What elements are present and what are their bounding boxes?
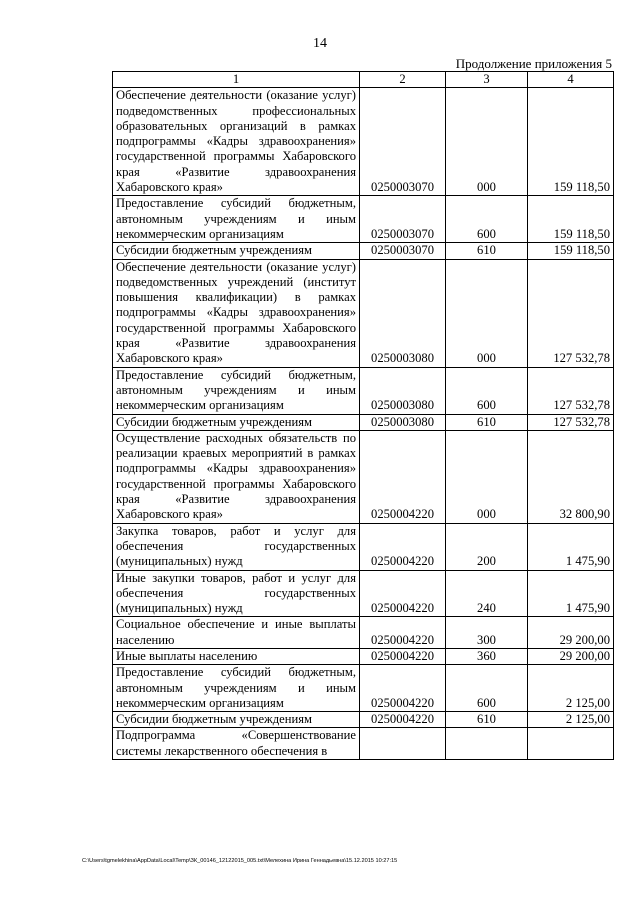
column-header-name: 1 <box>113 72 360 88</box>
row-code: 0250003070 <box>360 196 446 243</box>
row-type: 360 <box>446 648 528 664</box>
row-name: Обеспечение деятельности (оказание услуг) подведомственных профессиональных образовательных организаций в рамках подпрограммы «Кадры здравоохранения» государственной программы Хабаровского края «Развитие здравоохранения Хабаровского края» <box>113 88 360 196</box>
row-code: 0250004220 <box>360 617 446 649</box>
column-header-amount: 4 <box>528 72 614 88</box>
row-amount: 2 125,00 <box>528 665 614 712</box>
row-type: 240 <box>446 570 528 617</box>
row-type: 600 <box>446 196 528 243</box>
row-name: Субсидии бюджетным учреждениям <box>113 414 360 430</box>
row-amount: 127 532,78 <box>528 414 614 430</box>
row-type: 300 <box>446 617 528 649</box>
row-amount: 1 475,90 <box>528 523 614 570</box>
row-code: 0250004220 <box>360 712 446 728</box>
row-name: Осуществление расходных обязательств по реализации краевых мероприятий в рамках подпрограммы «Кадры здравоохранения» государственной программы Хабаровского края «Развитие здравоохранения Хабаровского края» <box>113 430 360 523</box>
row-amount: 32 800,90 <box>528 430 614 523</box>
row-code: 0250003070 <box>360 243 446 259</box>
row-name: Субсидии бюджетным учреждениям <box>113 712 360 728</box>
row-amount: 159 118,50 <box>528 243 614 259</box>
row-type <box>446 728 528 760</box>
row-type: 200 <box>446 523 528 570</box>
row-amount: 2 125,00 <box>528 712 614 728</box>
table-row <box>113 665 614 712</box>
table-row <box>113 712 614 728</box>
table-row <box>113 523 614 570</box>
budget-table <box>112 71 614 760</box>
row-code: 0250003080 <box>360 259 446 367</box>
table-row <box>113 243 614 259</box>
table-row <box>113 367 614 414</box>
row-code: 0250004220 <box>360 430 446 523</box>
row-code: 0250004220 <box>360 665 446 712</box>
row-type: 610 <box>446 243 528 259</box>
row-name: Предоставление субсидий бюджетным, автономным учреждениям и иным некоммерческим организациям <box>113 665 360 712</box>
table-row <box>113 88 614 196</box>
row-code: 0250003080 <box>360 367 446 414</box>
row-type: 600 <box>446 367 528 414</box>
row-name: Обеспечение деятельности (оказание услуг) подведомственных учреждений (институт повышения квалификации) в рамках подпрограммы «Кадры здравоохранения» государственной программы Хабаровского края «Развитие здравоохранения Хабаровского края» <box>113 259 360 367</box>
row-name: Подпрограмма «Совершенствование системы лекарственного обеспечения в <box>113 728 360 760</box>
appendix-continuation-label: Продолжение приложения 5 <box>455 56 612 71</box>
row-name: Предоставление субсидий бюджетным, автономным учреждениям и иным некоммерческим организациям <box>113 196 360 243</box>
row-type: 000 <box>446 430 528 523</box>
row-code: 0250004220 <box>360 648 446 664</box>
document-footer-path: C:\Users\tgmelekhina\AppData\Local\Temp\ЗК_00146_12122015_005.txt\Мелехина Ирина Геннадьевна\15.12.2015 10:27:15 <box>82 858 398 864</box>
row-amount: 1 475,90 <box>528 570 614 617</box>
row-amount: 159 118,50 <box>528 88 614 196</box>
row-amount: 29 200,00 <box>528 648 614 664</box>
table-row <box>113 430 614 523</box>
row-amount: 127 532,78 <box>528 259 614 367</box>
row-type: 000 <box>446 88 528 196</box>
row-amount: 127 532,78 <box>528 367 614 414</box>
row-name: Социальное обеспечение и иные выплаты населению <box>113 617 360 649</box>
table-header-row <box>113 72 614 88</box>
row-amount: 29 200,00 <box>528 617 614 649</box>
row-code: 0250004220 <box>360 523 446 570</box>
row-type: 000 <box>446 259 528 367</box>
row-amount: 159 118,50 <box>528 196 614 243</box>
row-code: 0250003080 <box>360 414 446 430</box>
row-code <box>360 728 446 760</box>
table-row <box>113 617 614 649</box>
row-code: 0250003070 <box>360 88 446 196</box>
row-code: 0250004220 <box>360 570 446 617</box>
row-type: 600 <box>446 665 528 712</box>
row-name: Закупка товаров, работ и услуг для обеспечения государственных (муниципальных) нужд <box>113 523 360 570</box>
row-name: Субсидии бюджетным учреждениям <box>113 243 360 259</box>
row-name: Предоставление субсидий бюджетным, автономным учреждениям и иным некоммерческим организациям <box>113 367 360 414</box>
row-amount <box>528 728 614 760</box>
row-name: Иные выплаты населению <box>113 648 360 664</box>
row-type: 610 <box>446 712 528 728</box>
column-header-code: 2 <box>360 72 446 88</box>
table-row <box>113 259 614 367</box>
table-row <box>113 570 614 617</box>
column-header-type: 3 <box>446 72 528 88</box>
row-type: 610 <box>446 414 528 430</box>
row-name: Иные закупки товаров, работ и услуг для обеспечения государственных (муниципальных) нужд <box>113 570 360 617</box>
table-row <box>113 414 614 430</box>
table-row <box>113 728 614 760</box>
table-row <box>113 648 614 664</box>
table-row <box>113 196 614 243</box>
page-number: 14 <box>313 36 327 51</box>
